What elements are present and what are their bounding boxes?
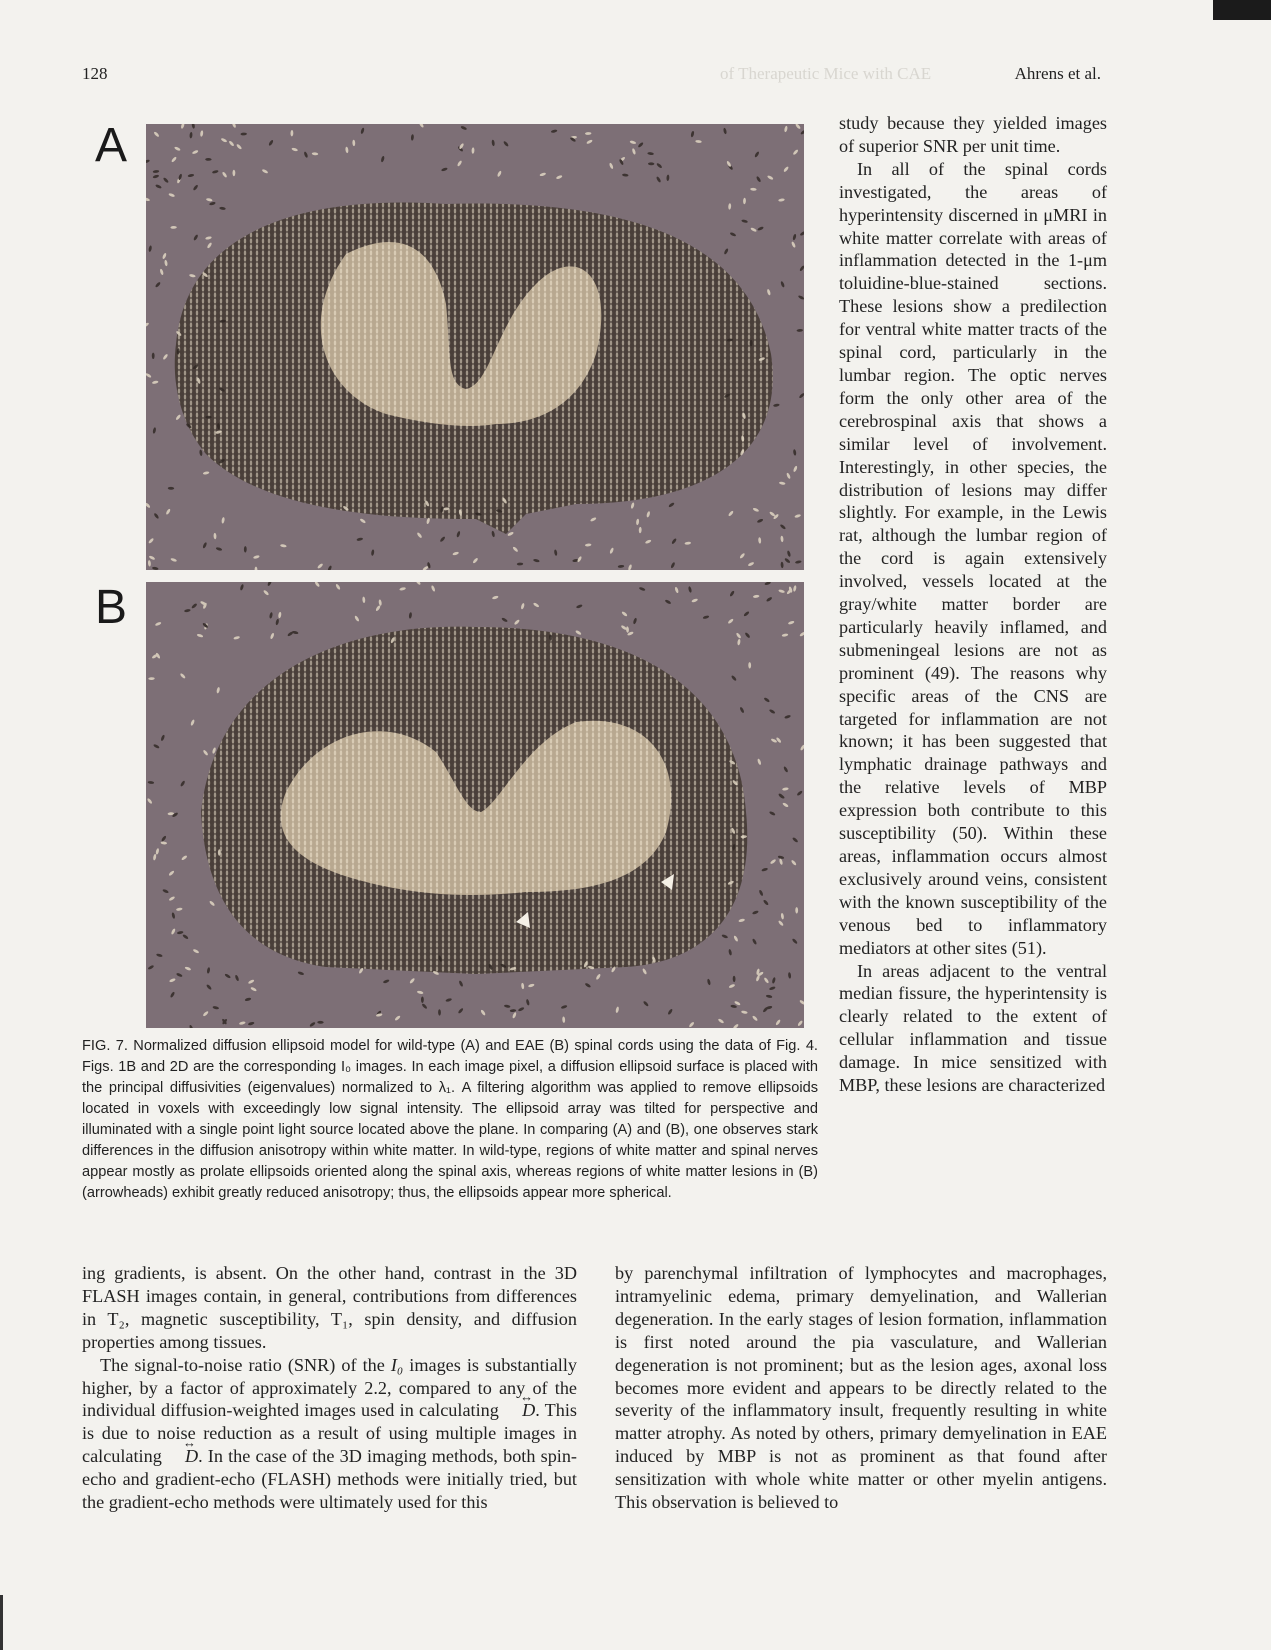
paragraph: ing gradients, is absent. On the other hand, contrast in the 3D FLASH images contain, in general, contributions from differences in T₂, magnetic susceptibility, T₁, spin density, and diffusion properties among tissues. [82,1263,577,1352]
right-column-text [839,112,1107,1097]
paragraph: by parenchymal infiltration of lymphocytes and macrophages, intramyelinic edema, primary demyelination, and Wallerian degeneration. In the early stages of lesion formation, inflammation is first noted around the pia vasculature, and Wallerian degeneration is not prominent; but as the lesion ages, axonal loss becomes more evident and appears to be directly related to the severity of the inflammatory insult, frequently resulting in white matter atrophy. As noted by others, primary demyelination in EAE induced by MBP is not as prominent as that found after sensitization with whole white matter or other myelin antigens. This observation is believed to [615,1263,1107,1513]
paragraph: In all of the spinal cords investigated, the areas of hyperintensity discerned in μMRI in white matter correlate with areas of inflammation detected in the 1-μm toluidine-blue-stained sections. These lesions show a predilection for ventral white matter tracts of the spinal cord, particularly in the lumbar region. The optic nerves form the only other area of the cerebrospinal axis that shows a similar level of involvement. Interestingly, in other species, the distribution of lesions may differ slightly. For example, in the Lewis rat, although the lumbar region of the cord is again extensively involved, vessels located at the gray/white matter border are particularly heavily inflamed, and submeningeal lesions are not as prominent (49). The reasons why specific areas of the CNS are targeted for inflammation are not known; it has been suggested that lymphatic drainage pathways and the relative levels of MBP expression both contribute to this susceptibility (50). Within these areas, inflammation occurs almost exclusively around veins, consistent with the known susceptibility of the venous bed to inflammatory mediators at other sites (51). [839,158,1107,958]
bleed-through-text: of Therapeutic Mice with CAE [720,64,932,83]
panel-b-label: B [95,581,128,634]
figure-panel-b [146,582,804,1028]
symbol-i0: I₀ [390,1354,404,1375]
page-number: 128 [82,64,108,83]
text-run: The signal-to-noise ratio (SNR) of the [100,1354,391,1375]
paragraph: In areas adjacent to the ventral median fissure, the hyperintensity is clearly related to the extent of cellular inflammation and tissue damage. In mice sensitized with MBP, these lesions are characterized [839,960,1107,1096]
figure-caption: FIG. 7. Normalized diffusion ellipsoid model for wild-type (A) and EAE (B) spinal cords using the data of Fig. 4. Figs. 1B and 2D are the corresponding I₀ images. In each image pixel, a diffusion ellipsoid surface is placed with the principal diffusivities (eigenvalues) normalized to λ₁. A filtering algorithm was applied to remove ellipsoids located in voxels with exceedingly low signal intensity. The ellipsoid array was tilted for perspective and illuminated with a single point light source located above the plane. In comparing (A) and (B), one observes stark differences in the diffusion anisotropy within white matter. In wild-type, regions of white matter and spinal nerves appear mostly as prolate ellipsoids oriented along the spinal axis, whereas regions of white matter lesions in (B) (arrowheads) exhibit greatly reduced anisotropy; thus, the ellipsoids appear more spherical. [82,1038,818,1201]
tensor-symbol: ↔ D [504,1399,535,1422]
scan-edge-shadow [1213,0,1271,20]
tensor-symbol: ↔ D [167,1445,198,1468]
paragraph [82,1354,577,1514]
paragraph: study because they yielded images of superior SNR per unit time. [839,113,1107,156]
figure-panel-a [146,124,804,570]
text-run: . In the case of the 3D imaging methods, both spin-echo and gradient-echo (FLASH) methods were initially tried, but the gradient-echo methods were ultimately used for this [82,1446,577,1513]
bottom-left-column-text [82,1262,577,1514]
bottom-right-column-text [615,1262,1107,1514]
text-run: . This is due to noise reduction as a result of using multiple images in calculating [82,1400,577,1467]
panel-a-label: A [95,119,128,172]
ellipsoid-map-wildtype [146,124,804,570]
scan-edge-mark [0,1595,3,1650]
ellipsoid-map-eae [146,582,804,1028]
running-header-authors: Ahrens et al. [1014,64,1101,83]
text-run: images is substantially higher, by a factor of approximately 2.2, compared to any of the individual diffusion-weighted images used in calculating [82,1354,577,1421]
